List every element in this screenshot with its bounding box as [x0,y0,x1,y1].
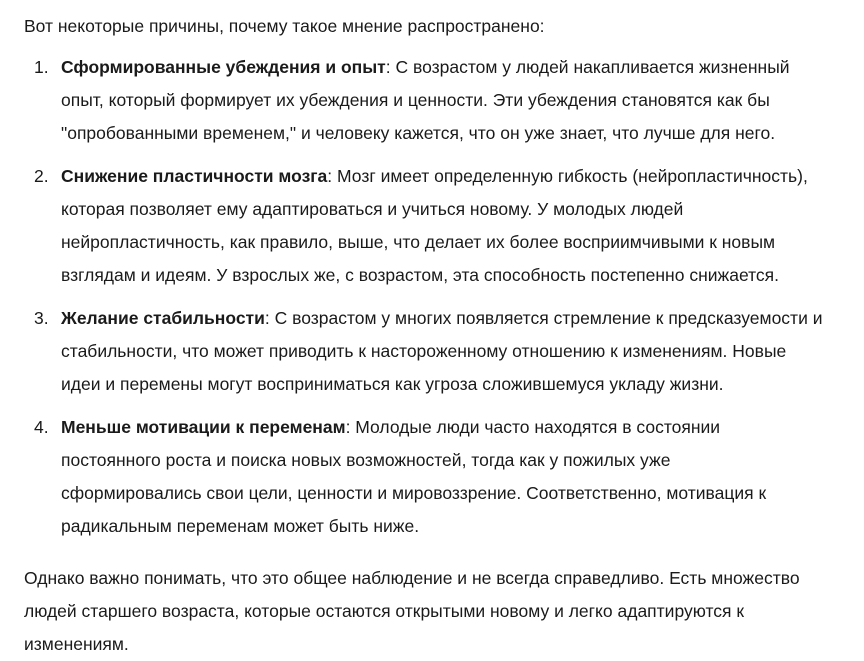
list-item-line: опыт, который формирует их убеждения и ценности. Эти убеждения становятся как бы [61,90,770,110]
list-item-number: 2. [34,166,49,186]
list-item-line: Меньше мотивации к переменам: Молодые люди часто находятся в состоянии [61,417,721,437]
list-item-line: "опробованными временем," и человеку кажется, что он уже знает, что лучше для него. [61,123,776,143]
list-item-term: Меньше мотивации к переменам [61,417,346,437]
list-item-line: нейропластичность, как правило, выше, что делает их более восприимчивыми к новым [61,232,776,252]
list-item-line: взглядам и идеям. У взрослых же, с возрастом, эта способность постепенно снижается. [61,265,780,285]
list-item-term: Желание стабильности [61,308,265,328]
list-item-line: радикальным переменам может быть ниже. [61,516,420,536]
list-item-term: Снижение пластичности мозга [61,166,328,186]
reasons-list [24,51,864,543]
list-item [24,160,864,292]
list-item-line: стабильности, что может приводить к настороженному отношению к изменениям. Новые [61,341,787,361]
list-item-line: которая позволяет ему адаптироваться и учиться новому. У молодых людей [61,199,684,219]
list-item-line: постоянного роста и поиска новых возможностей, тогда как у пожилых уже [61,450,671,470]
outro-line: людей старшего возраста, которые остаются открытыми новому и легко адаптируются к [24,601,745,621]
list-item-line: Сформированные убеждения и опыт: С возрастом у людей накапливается жизненный [61,57,790,77]
list-item [24,411,864,543]
list-item-number: 3. [34,308,49,328]
list-item [24,51,864,150]
list-item [24,302,864,401]
list-item-line: сформировались свои цели, ценности и мировоззрение. Соответственно, мотивация к [61,483,767,503]
outro-line: изменениям. [24,634,129,654]
list-item-line: Снижение пластичности мозга: Мозг имеет определенную гибкость (нейропластичность), [61,166,808,186]
list-item-line: Желание стабильности: С возрастом у многих появляется стремление к предсказуемости и [61,308,823,328]
list-item-number: 4. [34,417,49,437]
intro-paragraph: Вот некоторые причины, почему такое мнение распространено: [24,16,545,36]
outro-line: Однако важно понимать, что это общее наблюдение и не всегда справедливо. Есть множество [24,568,800,588]
list-item-line: идеи и перемены могут восприниматься как угроза сложившемуся укладу жизни. [61,374,724,394]
list-item-number: 1. [34,57,49,77]
outro-paragraph [24,562,864,661]
list-item-term: Сформированные убеждения и опыт [61,57,386,77]
